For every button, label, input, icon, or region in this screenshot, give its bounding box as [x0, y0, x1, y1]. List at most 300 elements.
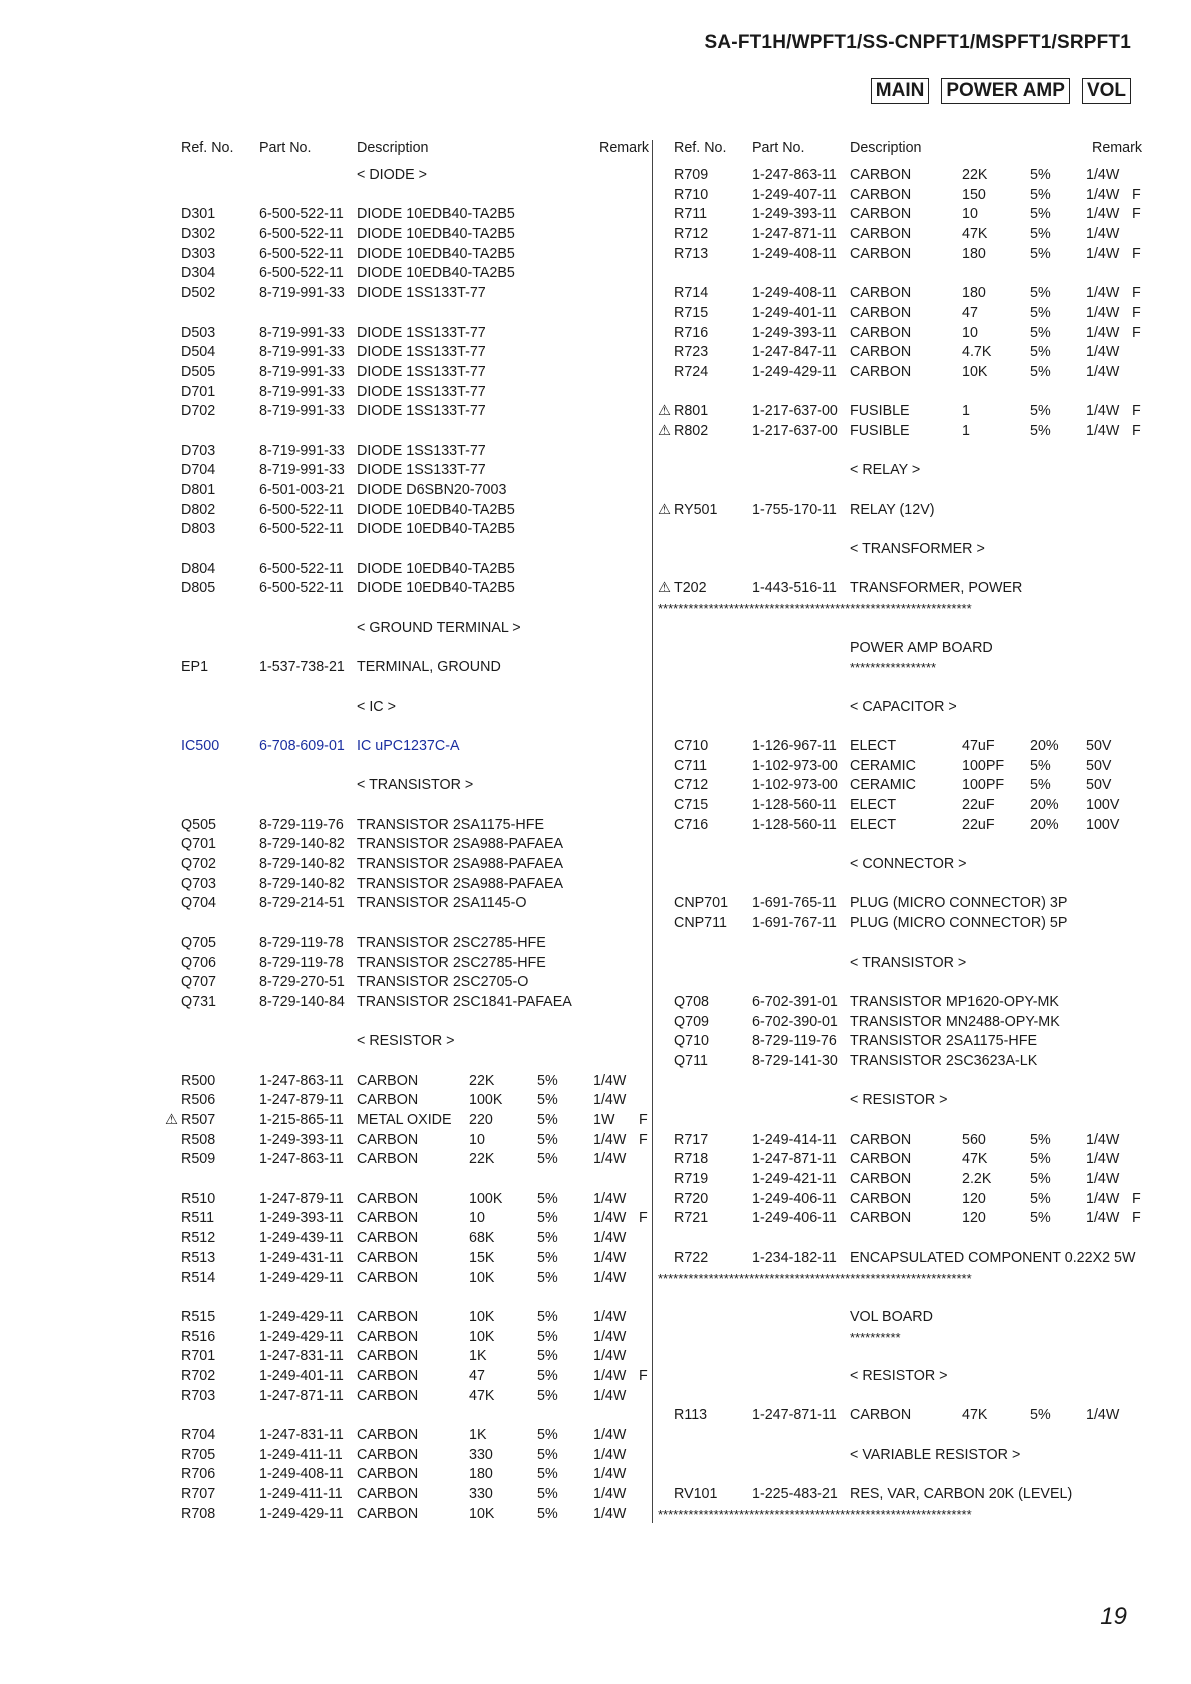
ref-no: R715 [674, 304, 709, 321]
part-no: 1-128-560-11 [752, 816, 837, 833]
description: CARBON [850, 1210, 912, 1227]
ref-no: R512 [181, 1230, 216, 1247]
ref-no: Q711 [674, 1052, 708, 1069]
tolerance: 5% [1030, 206, 1051, 223]
description: CARBON [850, 1131, 912, 1148]
value: 10K [962, 363, 988, 380]
tolerance: 20% [1030, 737, 1059, 754]
ref-no: R507 [181, 1112, 216, 1128]
rating: 1/4W [593, 1328, 627, 1345]
value: 330 [469, 1486, 493, 1503]
category-heading [662, 954, 1132, 974]
rating: 1/4W [1086, 344, 1120, 361]
part-no: 1-247-831-11 [259, 1427, 344, 1443]
value: 560 [962, 1131, 986, 1148]
part-row [662, 1170, 1132, 1190]
part-row [658, 579, 1132, 599]
description: CARBON [850, 245, 912, 262]
description: IC uPC1237C-A [357, 737, 460, 754]
remark-flag: F [1132, 324, 1141, 341]
blank-row [662, 619, 1132, 639]
right-column-header [662, 140, 1143, 166]
description: DIODE 10EDB40-TA2B5 [357, 206, 515, 223]
part-no: 1-102-973-00 [752, 757, 838, 774]
description: CARBON [357, 1210, 419, 1227]
part-no: 6-702-390-01 [752, 1013, 838, 1030]
blank-row [662, 875, 1132, 895]
ref-no: D503 [181, 324, 216, 341]
rating: 1/4W [593, 1269, 627, 1286]
category-heading [181, 619, 651, 639]
rating: 1/4W [1086, 324, 1120, 341]
rating: 1/4W [1086, 1190, 1120, 1207]
rating: 1/4W [593, 1427, 627, 1443]
tolerance: 5% [537, 1348, 558, 1365]
description: DIODE 1SS133T-77 [357, 462, 486, 479]
remark-flag: F [1132, 245, 1141, 262]
part-row [662, 1052, 1132, 1072]
ref-no: Q710 [674, 1033, 709, 1050]
category-label: < TRANSISTOR > [357, 777, 474, 794]
description: DIODE 10EDB40-TA2B5 [357, 521, 515, 538]
part-row [658, 501, 1132, 521]
ref-no: R712 [674, 226, 709, 243]
tolerance: 5% [1030, 324, 1051, 341]
tolerance: 5% [537, 1328, 558, 1345]
description: CERAMIC [850, 777, 916, 794]
tolerance: 20% [1030, 797, 1059, 813]
part-no: 8-719-991-33 [259, 462, 345, 479]
description: CARBON [357, 1072, 419, 1089]
ref-no: Q707 [181, 974, 216, 991]
asterisk-separator: ***************** [850, 660, 937, 676]
description: DIODE 10EDB40-TA2B5 [357, 580, 515, 597]
category-label: POWER AMP BOARD [850, 639, 993, 656]
description: DIODE 1SS133T-77 [357, 324, 486, 341]
description: FUSIBLE [850, 403, 910, 420]
part-no: 8-729-270-51 [259, 974, 345, 991]
ref-no: D803 [181, 521, 216, 538]
part-row [181, 383, 651, 403]
part-no: 6-702-391-01 [752, 993, 838, 1010]
ref-no: D702 [181, 403, 216, 420]
right-parts-column [658, 140, 1143, 1524]
description: CARBON [357, 1466, 419, 1483]
blank-row [181, 1288, 651, 1308]
part-row [662, 1131, 1132, 1151]
remark-flag: F [1132, 422, 1141, 439]
asterisk-separator: ************************************************************** [658, 1506, 972, 1522]
left-parts-column [165, 140, 651, 1524]
part-no: 1-691-765-11 [752, 895, 837, 912]
ref-no: D701 [181, 383, 216, 400]
value: 10 [469, 1210, 485, 1227]
value: 220 [469, 1112, 493, 1128]
tolerance: 20% [1030, 816, 1059, 833]
part-row [181, 835, 651, 855]
part-no: 8-729-141-30 [752, 1052, 838, 1069]
part-no: 1-217-637-00 [752, 422, 838, 439]
part-no: 8-719-991-33 [259, 442, 345, 459]
value: 1 [962, 403, 970, 420]
description: TRANSISTOR 2SA988-PAFAEA [357, 856, 564, 873]
tolerance: 5% [1030, 304, 1051, 321]
description: TRANSISTOR 2SA988-PAFAEA [357, 836, 564, 853]
ref-no: Q731 [181, 993, 216, 1010]
part-no: 1-247-879-11 [259, 1190, 344, 1207]
description: PLUG (MICRO CONNECTOR) 3P [850, 895, 1068, 912]
part-no: 1-247-863-11 [259, 1072, 344, 1089]
part-row [181, 1387, 651, 1407]
description: DIODE 10EDB40-TA2B5 [357, 226, 515, 243]
part-no: 1-249-411-11 [259, 1486, 343, 1503]
part-row [662, 796, 1132, 816]
description: CARBON [357, 1328, 419, 1345]
ref-no: D302 [181, 226, 216, 243]
part-row [181, 442, 651, 462]
section-power-amp-box: POWER AMP [941, 78, 1070, 104]
blank-row [181, 1013, 651, 1033]
rating: 1/4W [593, 1131, 627, 1148]
rating: 1/4W [593, 1466, 627, 1483]
part-no: 1-249-408-11 [752, 245, 837, 262]
category-heading [662, 1308, 1132, 1328]
part-row [181, 245, 651, 265]
part-no: 6-500-522-11 [259, 501, 344, 518]
part-row [662, 993, 1132, 1013]
blank-row [662, 1288, 1132, 1308]
rating: 1/4W [593, 1446, 627, 1463]
blank-row [662, 520, 1132, 540]
ref-no: R113 [674, 1407, 708, 1424]
part-row [165, 1111, 651, 1131]
part-no: 1-249-408-11 [259, 1466, 344, 1483]
value: 180 [469, 1466, 493, 1483]
part-row [662, 737, 1132, 757]
rating: 1/4W [593, 1230, 627, 1247]
part-no: 1-249-421-11 [752, 1171, 837, 1188]
part-no: 1-249-429-11 [259, 1269, 344, 1286]
rating: 1/4W [1086, 186, 1120, 203]
part-no: 1-247-847-11 [752, 344, 837, 361]
category-label: < CONNECTOR > [850, 856, 967, 873]
blank-row [181, 678, 651, 698]
part-no-header: Part No. [752, 140, 805, 156]
part-no: 6-500-522-11 [259, 580, 344, 597]
part-no: 1-249-431-11 [259, 1249, 344, 1266]
ref-no: R721 [674, 1210, 709, 1227]
category-label: < VARIABLE RESISTOR > [850, 1446, 1021, 1463]
value: 180 [962, 285, 986, 302]
part-row [181, 501, 651, 521]
description: CARBON [357, 1446, 419, 1463]
tolerance: 5% [1030, 285, 1051, 302]
part-row [181, 1328, 651, 1348]
part-row [662, 363, 1132, 383]
part-no: 1-249-429-11 [752, 363, 837, 380]
part-no: 1-691-767-11 [752, 915, 837, 932]
rating: 50V [1086, 757, 1112, 774]
category-label: < GROUND TERMINAL > [357, 619, 521, 636]
part-no: 1-249-414-11 [752, 1131, 837, 1148]
value: 2.2K [962, 1171, 992, 1188]
tolerance: 5% [1030, 1190, 1051, 1207]
rating: 50V [1086, 777, 1112, 794]
rating: 1/4W [1086, 167, 1120, 183]
part-row [662, 205, 1141, 225]
blank-row [662, 481, 1132, 501]
tolerance: 5% [537, 1466, 558, 1483]
description: CARBON [357, 1367, 419, 1384]
description: METAL OXIDE [357, 1112, 452, 1128]
tolerance: 5% [537, 1072, 558, 1089]
value: 4.7K [962, 344, 992, 361]
ref-no: R716 [674, 324, 709, 341]
tolerance: 5% [537, 1269, 558, 1286]
asterisk-separator: ************************************************************** [658, 601, 972, 617]
part-row [662, 225, 1132, 245]
description: TRANSFORMER, POWER [850, 580, 1023, 597]
rating: 50V [1086, 737, 1112, 754]
description: TRANSISTOR 2SC1841-PAFAEA [357, 993, 572, 1010]
description: CARBON [357, 1131, 419, 1148]
tolerance: 5% [537, 1446, 558, 1463]
value: 22K [469, 1151, 495, 1168]
part-row [181, 973, 651, 993]
value: 10K [469, 1505, 495, 1522]
remark-flag: F [639, 1112, 648, 1128]
category-label: < RELAY > [850, 462, 921, 479]
ref-no: D303 [181, 245, 216, 262]
ref-no: R516 [181, 1328, 216, 1345]
value: 15K [469, 1249, 495, 1266]
blank-row [181, 1406, 651, 1426]
category-heading [181, 1032, 651, 1052]
description: CARBON [850, 285, 912, 302]
remark-flag: F [1132, 285, 1141, 302]
description: RELAY (12V) [850, 501, 935, 518]
description: TERMINAL, GROUND [357, 659, 501, 676]
ref-no: R708 [181, 1505, 216, 1522]
part-no: 1-249-429-11 [259, 1308, 344, 1325]
ref-no: D805 [181, 580, 216, 597]
part-no: 1-249-393-11 [259, 1210, 344, 1227]
part-row [181, 1426, 651, 1446]
tolerance: 5% [537, 1308, 558, 1325]
description: DIODE 10EDB40-TA2B5 [357, 245, 515, 262]
rating: 1/4W [593, 1249, 627, 1266]
description: CARBON [850, 304, 912, 321]
description: CARBON [357, 1427, 419, 1443]
part-no: 1-247-831-11 [259, 1348, 344, 1365]
description: ENCAPSULATED COMPONENT 0.22X2 5W [850, 1249, 1136, 1266]
part-row [181, 1269, 651, 1289]
part-row [181, 481, 651, 501]
rating: 1/4W [1086, 304, 1120, 321]
rating: 1/4W [1086, 1151, 1120, 1168]
value: 10K [469, 1308, 495, 1325]
ref-no: C712 [674, 777, 709, 794]
description: DIODE 1SS133T-77 [357, 344, 486, 361]
part-no: 1-249-429-11 [259, 1328, 344, 1345]
ref-no: D802 [181, 501, 216, 518]
description: ELECT [850, 737, 897, 754]
description: TRANSISTOR 2SC2705-O [357, 974, 529, 991]
value: 47K [962, 1407, 988, 1424]
ref-no: D801 [181, 482, 216, 498]
rating: 1/4W [593, 1210, 627, 1227]
section-separator [662, 658, 1132, 678]
ref-no: R722 [674, 1249, 709, 1266]
part-no: 1-249-408-11 [752, 285, 837, 302]
ref-no: R714 [674, 285, 709, 302]
ref-no: R720 [674, 1190, 709, 1207]
tolerance: 5% [1030, 403, 1051, 420]
rating: 1/4W [1086, 206, 1120, 223]
category-heading [662, 855, 1132, 875]
ref-no: Q703 [181, 875, 216, 892]
part-row [662, 894, 1132, 914]
part-no: 8-719-991-33 [259, 344, 345, 361]
part-no: 1-247-871-11 [752, 1151, 837, 1168]
part-row [181, 461, 651, 481]
value: 22K [469, 1072, 495, 1089]
ref-no: Q505 [181, 816, 216, 833]
part-no: 1-249-439-11 [259, 1230, 344, 1247]
ref-no: R709 [674, 167, 709, 183]
part-no: 6-500-522-11 [259, 206, 344, 223]
tolerance: 5% [1030, 777, 1051, 794]
description: CARBON [357, 1269, 419, 1286]
rating: 1/4W [593, 1505, 627, 1522]
description-header: Description [850, 140, 922, 156]
part-no: 1-102-973-00 [752, 777, 838, 794]
page-number: 19 [1100, 1603, 1127, 1630]
description: CERAMIC [850, 757, 916, 774]
remark-flag: F [1132, 206, 1141, 223]
ref-no: RY501 [674, 501, 718, 518]
part-row [181, 284, 651, 304]
tolerance: 5% [1030, 363, 1051, 380]
tolerance: 5% [537, 1367, 558, 1384]
value: 100K [469, 1092, 503, 1109]
ref-no-header: Ref. No. [674, 140, 727, 156]
value: 180 [962, 245, 986, 262]
part-no: 6-500-522-11 [259, 560, 344, 577]
ref-no: R702 [181, 1367, 216, 1384]
category-label: < TRANSISTOR > [850, 954, 967, 971]
part-row [662, 284, 1141, 304]
description: CARBON [850, 1171, 912, 1188]
ref-no: EP1 [181, 659, 209, 676]
part-row [181, 520, 651, 540]
ref-no: Q708 [674, 993, 709, 1010]
value: 1K [469, 1427, 487, 1443]
blank-row [181, 422, 651, 442]
category-heading [181, 776, 651, 796]
description: CARBON [357, 1308, 419, 1325]
description: CARBON [357, 1348, 419, 1365]
part-row [662, 1150, 1132, 1170]
blank-row [662, 1111, 1132, 1131]
description: CARBON [357, 1230, 419, 1247]
description: ELECT [850, 816, 897, 833]
ref-no: IC500 [181, 737, 220, 754]
rating: 1/4W [593, 1190, 627, 1207]
tolerance: 5% [1030, 186, 1051, 203]
ref-no: D703 [181, 442, 216, 459]
blank-row [662, 1387, 1132, 1407]
part-no: 8-729-140-82 [259, 836, 345, 853]
category-heading [181, 698, 651, 718]
part-no: 8-729-214-51 [259, 895, 345, 912]
value: 47uF [962, 737, 995, 754]
part-row [181, 205, 651, 225]
column-divider [652, 140, 653, 1523]
category-heading [662, 1091, 1132, 1111]
rating: 1/4W [1086, 403, 1120, 420]
description: CARBON [357, 1505, 419, 1522]
part-no: 6-500-522-11 [259, 245, 344, 262]
description-header: Description [357, 140, 429, 156]
rating: 1/4W [1086, 422, 1120, 439]
remark-header: Remark [1092, 140, 1143, 156]
section-separator [658, 599, 1132, 619]
value: 10K [469, 1269, 495, 1286]
part-no: 1-755-170-11 [752, 501, 837, 518]
part-row [181, 934, 651, 954]
part-row [181, 1091, 651, 1111]
category-heading [662, 461, 1132, 481]
rating: 1/4W [1086, 1407, 1120, 1424]
part-no: 1-537-738-21 [259, 659, 345, 676]
category-heading [662, 540, 1132, 560]
ref-no: RV101 [674, 1486, 718, 1503]
part-no: 8-719-991-33 [259, 383, 345, 400]
ref-no: C711 [674, 757, 708, 774]
tolerance: 5% [537, 1210, 558, 1227]
category-label: < RESISTOR > [357, 1033, 455, 1050]
part-row [181, 1367, 651, 1387]
blank-row [181, 304, 651, 324]
ref-no: R711 [674, 206, 708, 223]
model-title: SA-FT1H/WPFT1/SS-CNPFT1/MSPFT1/SRPFT1 [704, 32, 1131, 53]
part-no: 8-729-140-82 [259, 875, 345, 892]
part-no: 8-719-991-33 [259, 363, 345, 380]
rating: 1/4W [1086, 1171, 1120, 1188]
ref-no: Q704 [181, 895, 216, 912]
part-no: 1-249-406-11 [752, 1210, 837, 1227]
blank-row [181, 540, 651, 560]
safety-warning-icon: ⚠ [658, 422, 671, 439]
category-label: < CAPACITOR > [850, 698, 957, 715]
part-no: 1-126-967-11 [752, 737, 837, 754]
description: CARBON [357, 1387, 419, 1404]
description: TRANSISTOR 2SA1175-HFE [850, 1033, 1037, 1050]
description: CARBON [850, 206, 912, 223]
ref-no: D304 [181, 265, 216, 282]
blank-row [181, 639, 651, 659]
part-row [181, 1150, 651, 1170]
part-row [181, 894, 651, 914]
ref-no: CNP711 [674, 915, 727, 932]
blank-row [181, 186, 651, 206]
ref-no: R723 [674, 344, 709, 361]
description: TRANSISTOR 2SC3623A-LK [850, 1052, 1038, 1069]
section-separator [662, 1328, 1132, 1348]
part-no: 8-719-991-33 [259, 324, 345, 341]
part-row [181, 560, 651, 580]
